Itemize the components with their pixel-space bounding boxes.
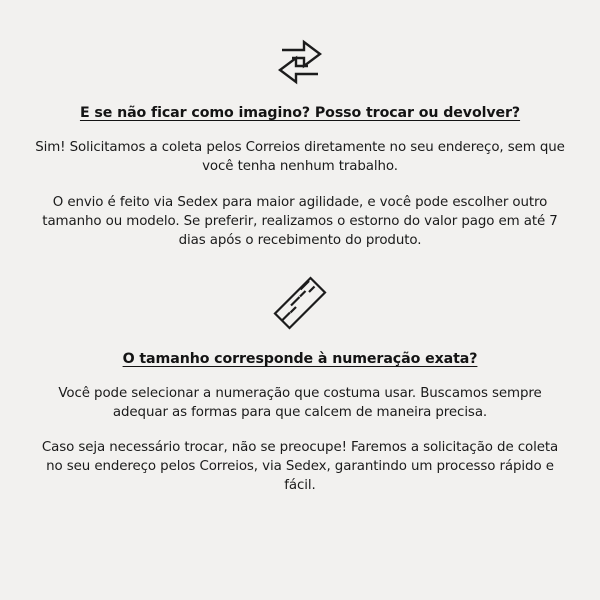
faq-section-exchange [30, 26, 570, 250]
section-heading: E se não ficar como imagino? Posso trocar ou devolver? [79, 105, 521, 121]
ruler-icon [30, 274, 570, 334]
section-paragraph: O envio é feito via Sedex para maior agilidade, e você pode escolher outro tamanho ou modelo. Se preferir, realizamos o estorno do valor pago em até 7 dias após o recebimento do produto. [42, 194, 558, 248]
section-paragraph: Caso seja necessário trocar, não se preocupe! Faremos a solicitação de coleta no seu endereço pelos Correios, via Sedex, garantindo um processo rápido e fácil. [41, 440, 559, 494]
section-paragraph: Sim! Solicitamos a coleta pelos Correios diretamente no seu endereço, sem que você tenha nenhum trabalho. [35, 140, 565, 175]
exchange-arrows-icon [30, 34, 570, 90]
section-heading: O tamanho corresponde à numeração exata? [122, 350, 478, 367]
faq-section-sizing [30, 264, 570, 496]
section-paragraph: Você pode selecionar a numeração que costuma usar. Buscamos sempre adequar as formas para que calcem de maneira precisa. [58, 386, 542, 421]
